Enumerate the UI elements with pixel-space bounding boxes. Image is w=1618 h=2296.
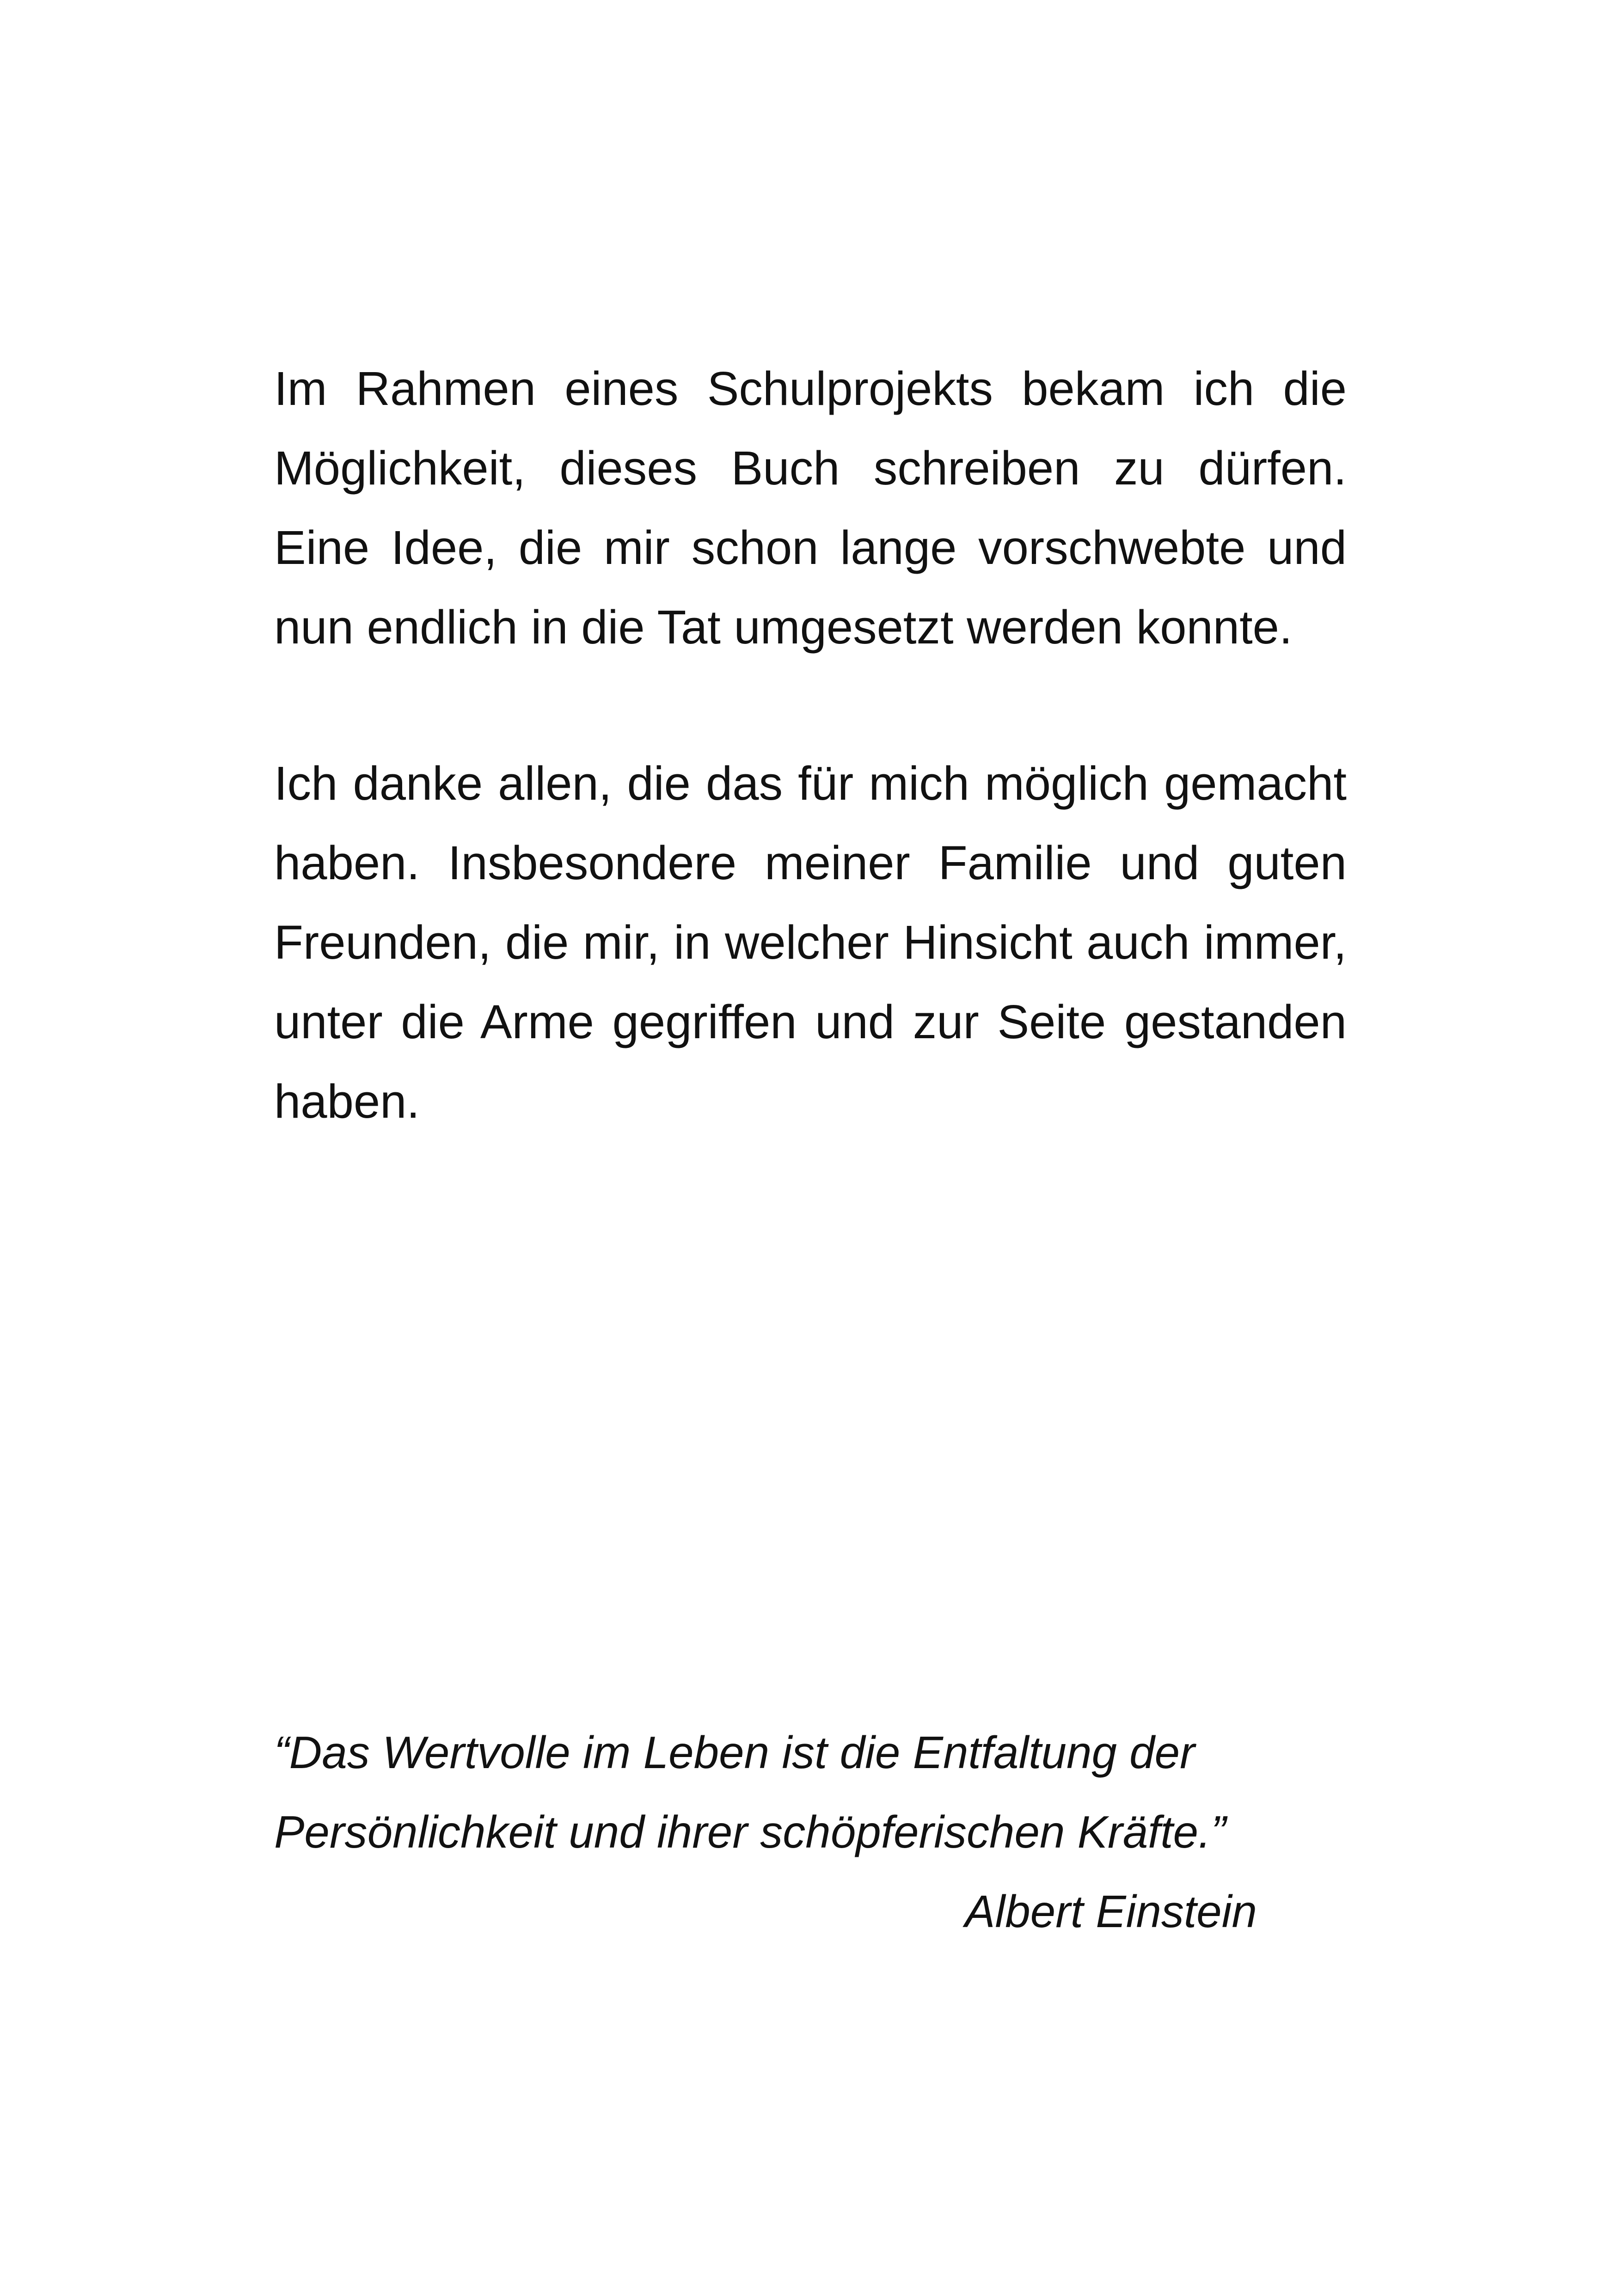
acknowledgement-paragraph-2: Ich danke allen, die das für mich möglich gemacht haben. Insbesondere meiner Familie und guten Freunden, die mir, in welcher Hinsicht auch immer, unter die Arme gegriffen und zur Seite gestanden haben.: [274, 757, 1347, 1128]
quote-author: Albert Einstein: [965, 1886, 1257, 1937]
einstein-quote: [274, 1713, 1361, 1872]
quote-line-1: “Das Wertvolle im Leben ist die Entfaltung der: [274, 1727, 1195, 1778]
acknowledgement-paragraph-1: Im Rahmen eines Schulprojekts bekam ich die Möglichkeit, dieses Buch schreiben zu dürfen. Eine Idee, die mir schon lange vorschwebte und nun endlich in die Tat umgesetzt werden konnte.: [274, 362, 1347, 654]
quote-line-2: Persönlichkeit und ihrer schöpferischen Kräfte.”: [274, 1806, 1226, 1857]
